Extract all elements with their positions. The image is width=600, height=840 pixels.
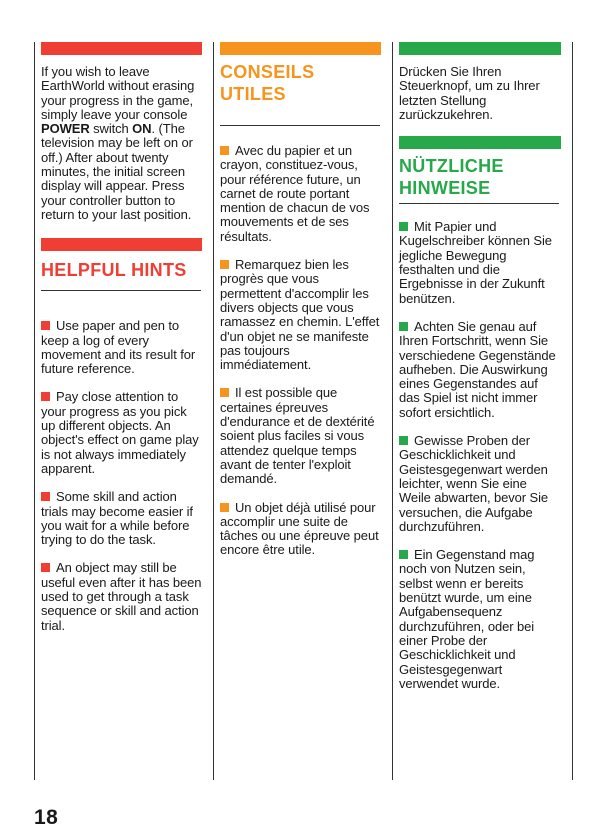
- english-top-bar: [41, 42, 202, 55]
- list-item: Gewisse Proben der Geschicklichkeit und Geistesgegenwart werden leichter, wenn Sie eine Weile abwarten, bevor Sie versuchen, die Aufgabe durchzuführen.: [399, 433, 549, 534]
- german-heading: NÜTZLICHE HINWEISE: [399, 156, 504, 199]
- power-keyword: POWER: [41, 121, 90, 137]
- column-rule-center-right: [392, 42, 393, 780]
- bullet-square-icon: [41, 492, 50, 501]
- bullet-square-icon: [399, 550, 408, 559]
- bullet-square-icon: [41, 321, 50, 330]
- column-rule-center-left: [213, 42, 214, 780]
- bullet-square-icon: [41, 392, 50, 401]
- bullet-square-icon: [399, 322, 408, 331]
- bullet-square-icon: [41, 563, 50, 572]
- column-rule-right: [572, 42, 573, 780]
- english-heading: HELPFUL HINTS: [41, 260, 187, 281]
- list-item: Achten Sie genau auf Ihren Fortschritt, wenn Sie verschiedene Gegenstände aufheben. Die Auswirkung eines Gegenstandes auf das Spiel ist nicht immer sofort ersichtlich.: [399, 318, 556, 420]
- list-item: Ein Gegenstand mag noch von Nutzen sein, selbst wenn er bereits benützt wurde, um eine Aufgabensequenz durchzuführen, oder bei einer Probe der Geschicklichkeit und Geistesgegenwart verwendet wurde.: [399, 547, 535, 691]
- bullet-square-icon: [220, 388, 229, 397]
- french-heading: CONSEILS UTILES: [220, 62, 315, 104]
- column-rule-left: [34, 42, 35, 780]
- french-column: [220, 42, 381, 572]
- bullet-square-icon: [220, 146, 229, 155]
- list-item: Un objet déjà utilisé pour accomplir une suite de tâches ou une épreuve peut encore être utile.: [220, 499, 379, 558]
- bullet-square-icon: [220, 503, 229, 512]
- english-hints: [41, 319, 202, 633]
- list-item: Il est possible que certaines épreuves d'endurance et de dextérité soient plus faciles si vous attendez quelque temps avant de tenter l'exploit demandé.: [220, 385, 375, 487]
- english-intro: If you wish to leave EarthWorld without erasing your progress in the game, simply leave your console POWER switch ON. (The television may be left on or off.) After about twenty minutes, the initial screen display will appear. Press your controller button to return to your last position.: [41, 64, 195, 222]
- german-heading-bar: [399, 136, 561, 149]
- german-top-bar: [399, 42, 561, 55]
- french-top-bar: [220, 42, 381, 55]
- list-item: Avec du papier et un crayon, constituez-vous, pour référence future, un carnet de route portant mention de chacun de vos mouvements et de ses résultats.: [220, 143, 370, 244]
- bullet-square-icon: [220, 260, 229, 269]
- german-column: [399, 42, 561, 705]
- french-heading-rule: [220, 125, 380, 126]
- list-item: Remarquez bien les progrès que vous permettent d'accomplir les divers objects que vous ramassez en chemin. L'effet d'un objet ne se manifeste pas toujours immédiatement.: [220, 257, 380, 373]
- list-item: Some skill and action trials may become easier if you wait for a while before trying to do the task.: [41, 489, 193, 548]
- bullet-square-icon: [399, 436, 408, 445]
- english-heading-rule: [41, 290, 201, 291]
- german-intro: Drücken Sie Ihren Steuerknopf, um zu Ihrer letzten Stellung zurückzukehren.: [399, 64, 540, 122]
- german-hints: [399, 220, 561, 691]
- german-heading-rule: [399, 203, 559, 204]
- french-hints: [220, 144, 381, 558]
- on-keyword: ON: [132, 121, 152, 137]
- english-column: [41, 42, 202, 647]
- list-item: Mit Papier und Kugelschreiber können Sie jegliche Bewegung festhalten und die Ergebnisse in der Zukunft benützen.: [399, 219, 552, 306]
- page-number: 18: [34, 806, 59, 829]
- list-item: Pay close attention to your progress as you pick up different objects. An object's effect on game play is not always immediately apparent.: [41, 389, 199, 476]
- list-item: Use paper and pen to keep a log of every movement and its result for future reference.: [41, 318, 196, 377]
- bullet-square-icon: [399, 222, 408, 231]
- list-item: An object may still be useful even after it has been used to get through a task sequence or skill and action trial.: [41, 560, 202, 633]
- english-heading-bar: [41, 238, 202, 251]
